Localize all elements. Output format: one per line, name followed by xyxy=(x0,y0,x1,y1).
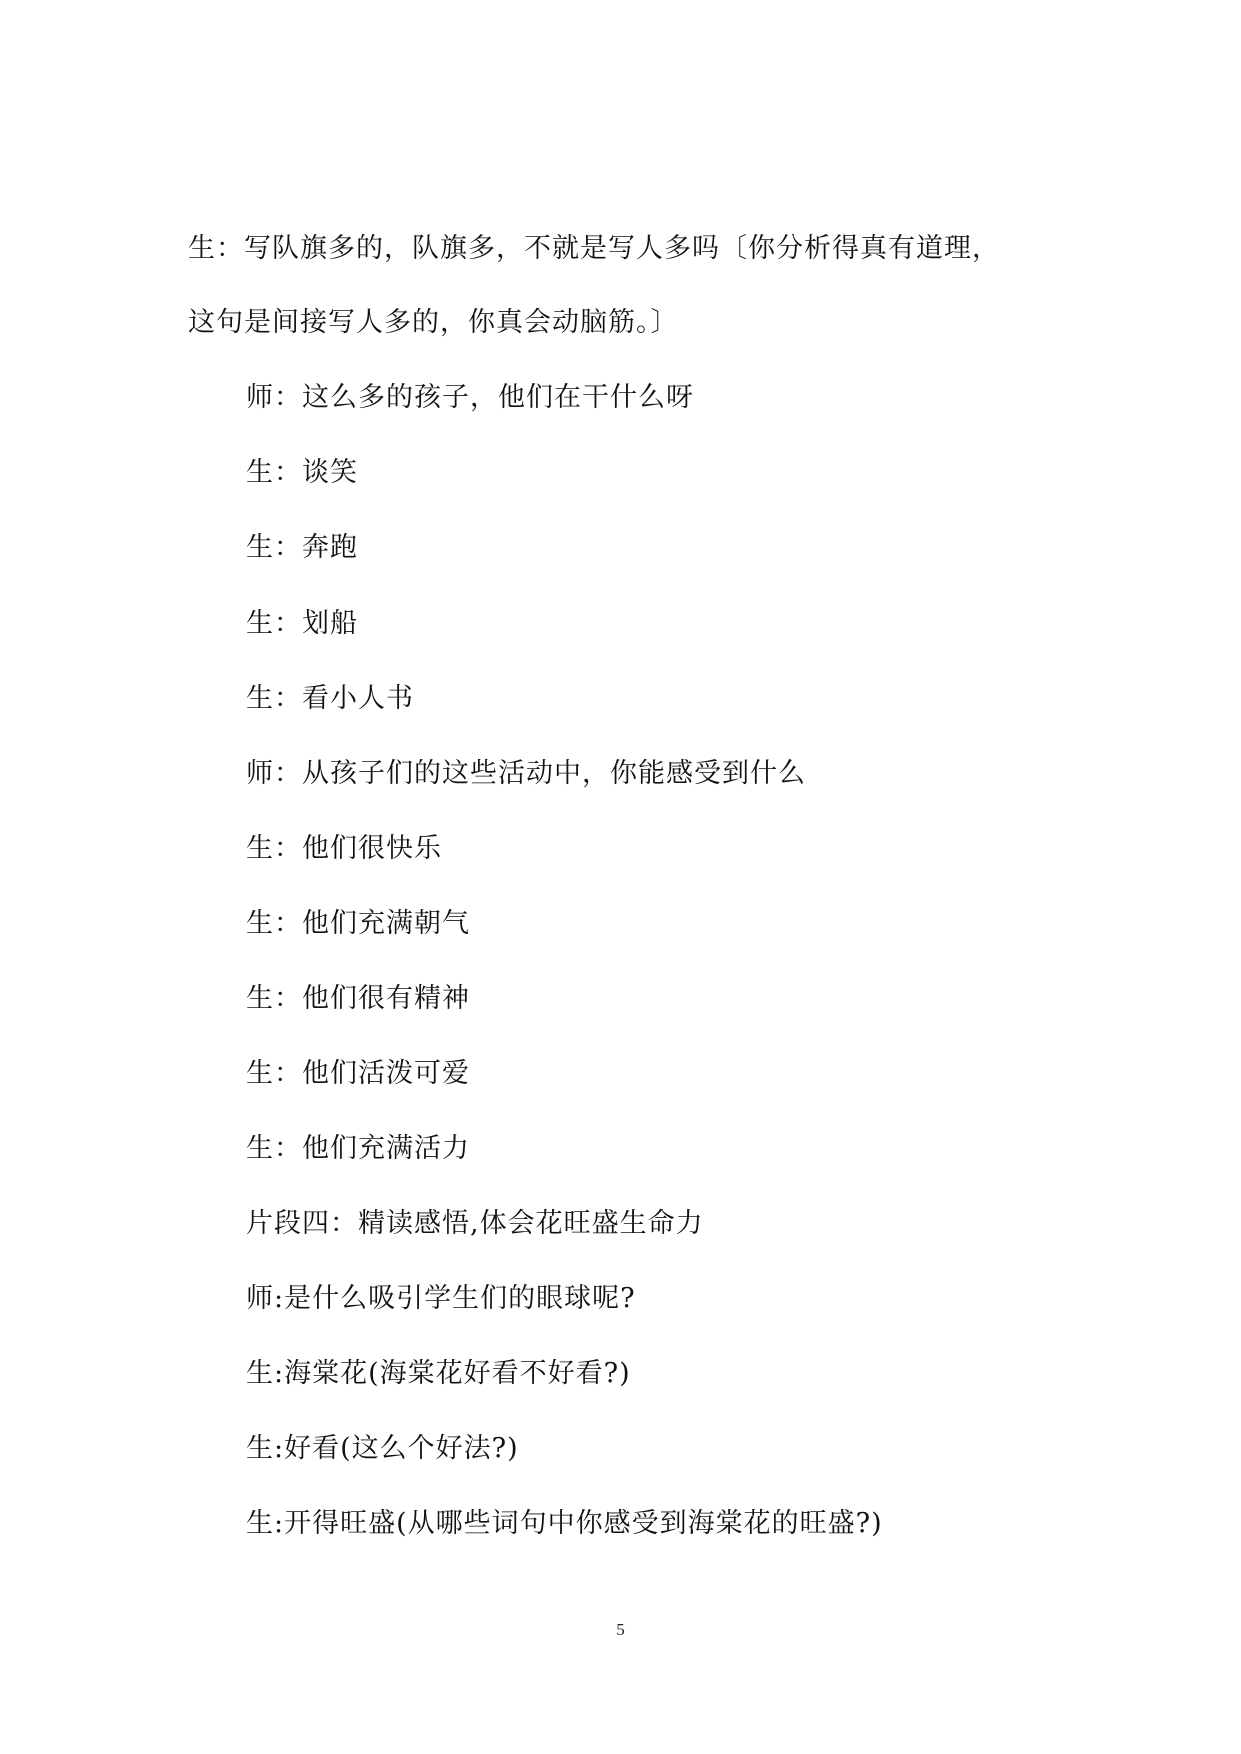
page-number: 5 xyxy=(616,1620,625,1639)
text-line: 生：他们充满活力 xyxy=(246,1133,470,1164)
text-line: 生:海棠花(海棠花好看不好看?) xyxy=(246,1358,631,1389)
text-line: 生：他们活泼可爱 xyxy=(246,1058,470,1089)
section-heading: 片段四：精读感悟,体会花旺盛生命力 xyxy=(246,1208,704,1239)
text-line: 这句是间接写人多的，你真会动脑筋。〕 xyxy=(188,307,679,338)
text-line: 生：看小人书 xyxy=(246,683,414,714)
text-line: 生：他们很有精神 xyxy=(246,983,470,1014)
text-line: 师：这么多的孩子，他们在干什么呀 xyxy=(246,382,694,413)
text-line: 生：他们很快乐 xyxy=(246,833,442,864)
text-line: 生：奔跑 xyxy=(246,532,358,563)
text-line: 生：他们充满朝气 xyxy=(246,908,470,939)
text-line: 生：谈笑 xyxy=(246,457,358,488)
text-line: 生:好看(这么个好法?) xyxy=(246,1433,519,1464)
text-line: 师：从孩子们的这些活动中，你能感受到什么 xyxy=(246,758,806,789)
text-line: 生:开得旺盛(从哪些词句中你感受到海棠花的旺盛?) xyxy=(246,1508,883,1539)
text-line: 生：写队旗多的，队旗多，不就是写人多吗〔你分析得真有道理， xyxy=(188,233,1000,264)
text-line: 生：划船 xyxy=(246,608,358,639)
text-line: 师:是什么吸引学生们的眼球呢? xyxy=(246,1283,636,1314)
